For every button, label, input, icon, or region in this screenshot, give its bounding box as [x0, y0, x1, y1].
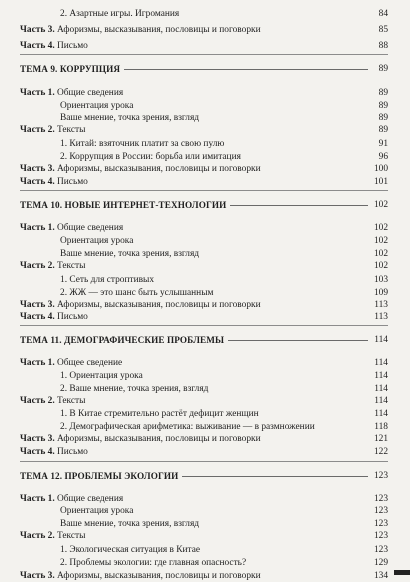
toc-entry-label — [20, 176, 88, 188]
toc-entry-row — [20, 40, 388, 52]
page-number: 123 — [373, 545, 388, 555]
toc-entry-row — [20, 287, 388, 299]
entry-title: Ваше мнение, точка зрения, взгляд — [60, 249, 200, 259]
page-number: 114 — [374, 396, 388, 406]
toc-entry-row — [20, 433, 388, 445]
toc-entry-label — [60, 544, 200, 556]
page-number: 118 — [374, 422, 388, 432]
toc-entry-row — [20, 505, 388, 517]
toc-entry-label — [20, 24, 261, 36]
heading-leader-line — [228, 340, 368, 341]
page-number: 114 — [374, 384, 388, 394]
entry-title: Афоризмы, высказывания, пословицы и поговорки — [57, 434, 261, 444]
page-number: 123 — [373, 471, 388, 481]
toc-entry-row — [20, 124, 388, 136]
heading-leader-line — [182, 476, 368, 477]
part-label: Часть 4. — [20, 447, 55, 457]
page-number: 101 — [373, 177, 388, 187]
toc-entry-row — [20, 421, 388, 433]
toc-entry-row — [20, 235, 388, 247]
toc-entry-row — [20, 408, 388, 420]
entry-title: Афоризмы, высказывания, пословицы и поговорки — [57, 25, 261, 35]
page-number: 129 — [373, 558, 388, 568]
section-divider — [20, 54, 388, 55]
page-number: 123 — [373, 506, 388, 516]
toc-entry-label — [20, 570, 261, 582]
toc-entry-row — [20, 446, 388, 458]
toc-entry-label — [20, 433, 261, 445]
part-label: Часть 3. — [20, 434, 55, 444]
toc-entry-label — [60, 235, 133, 247]
entry-title: 1. В Китае стремительно растёт дефицит женщин — [60, 409, 259, 419]
toc-entry-label — [20, 299, 261, 311]
toc-entry-row — [20, 112, 388, 124]
entry-title: Письмо — [57, 41, 88, 51]
toc-entry-label — [60, 287, 213, 299]
toc-entry-label — [60, 100, 133, 112]
toc-entry-label — [60, 8, 179, 20]
page-number: 113 — [374, 312, 388, 322]
entry-title: Письмо — [57, 447, 88, 457]
page-number: 102 — [373, 261, 388, 271]
page-number: 123 — [373, 494, 388, 504]
toc-entry-label — [20, 40, 88, 52]
entry-title: Тексты — [57, 531, 86, 541]
part-label: Часть 2. — [20, 125, 55, 135]
section-heading-title — [20, 63, 120, 75]
toc-entry-label — [60, 557, 246, 569]
page-number: 134 — [373, 571, 388, 581]
entry-title: 2. ЖЖ — это шанс быть услышанным — [60, 288, 214, 298]
entry-title: 2. Коррупция в России: борьба или имитация — [60, 152, 241, 162]
part-label: Часть 1. — [20, 494, 55, 504]
toc-entry-row — [20, 311, 388, 323]
entry-title: Общее сведение — [57, 358, 123, 368]
toc-entry-label — [20, 357, 122, 369]
toc-entry-row — [20, 370, 388, 382]
part-label: Часть 4. — [20, 312, 55, 322]
toc-entry-label — [60, 370, 143, 382]
page-number: 89 — [378, 125, 388, 135]
part-label: Часть 4. — [20, 177, 55, 187]
entry-title: 2. Ваше мнение, точка зрения, взгляд — [60, 384, 209, 394]
entry-title: Ориентация урока — [60, 236, 134, 246]
toc-entry-label — [20, 395, 85, 407]
section-heading-title — [20, 470, 178, 482]
section-divider — [20, 461, 388, 462]
toc-entry-row — [20, 274, 388, 286]
toc-entry-row — [20, 493, 388, 505]
section-divider — [20, 325, 388, 326]
page-number: 103 — [373, 275, 388, 285]
section-heading-text: ТЕМА 11. ДЕМОГРАФИЧЕСКИЕ ПРОБЛЕМЫ — [20, 335, 225, 345]
page-corner-mark — [394, 570, 410, 575]
toc-entry-row — [20, 138, 388, 150]
toc-entry-label — [60, 138, 224, 150]
toc-entry-row — [20, 530, 388, 542]
part-label: Часть 1. — [20, 88, 55, 98]
toc-entry-row — [20, 383, 388, 395]
toc-entry-label — [60, 383, 208, 395]
section-heading-text: ТЕМА 12. ПРОБЛЕМЫ ЭКОЛОГИИ — [20, 471, 179, 481]
entry-title: 1. Экологическая ситуация в Китае — [60, 545, 201, 555]
toc-entry-row — [20, 299, 388, 311]
page-number: 102 — [373, 249, 388, 259]
page-number: 85 — [378, 25, 388, 35]
entry-title: Афоризмы, высказывания, пословицы и поговорки — [57, 300, 261, 310]
page-number: 123 — [373, 519, 388, 529]
toc-entry-row — [20, 557, 388, 569]
toc-entry-row — [20, 222, 388, 234]
toc-entry-row — [20, 176, 388, 188]
part-label: Часть 3. — [20, 300, 55, 310]
toc-entry-label — [20, 446, 88, 458]
toc-entry-label — [20, 260, 85, 272]
part-label: Часть 3. — [20, 25, 55, 35]
entry-title: Письмо — [57, 312, 88, 322]
toc-entry-row — [20, 248, 388, 260]
page-number: 113 — [374, 300, 388, 310]
page-number: 100 — [373, 164, 388, 174]
page-number: 102 — [373, 223, 388, 233]
heading-leader-line — [230, 205, 368, 206]
entry-title: Тексты — [57, 396, 86, 406]
page-number: 114 — [374, 371, 388, 381]
entry-title: 2. Проблемы экологии: где главная опасность? — [60, 558, 247, 568]
page-number: 84 — [378, 9, 388, 19]
section-heading-title — [20, 199, 226, 211]
toc-entry-label — [20, 163, 261, 175]
part-label: Часть 1. — [20, 358, 55, 368]
part-label: Часть 2. — [20, 396, 55, 406]
toc-entry-row — [20, 357, 388, 369]
entry-title: 1. Ориентация урока — [60, 371, 143, 381]
entry-title: Ориентация урока — [60, 506, 134, 516]
toc-entry-label — [60, 408, 259, 420]
toc-entry-row — [20, 24, 388, 36]
toc-entry-label — [20, 87, 123, 99]
entry-title: Общие сведения — [57, 494, 124, 504]
entry-title: Письмо — [57, 177, 88, 187]
page-number: 91 — [378, 139, 388, 149]
toc-entry-row — [20, 87, 388, 99]
toc-entry-row — [20, 544, 388, 556]
page-number: 114 — [374, 335, 388, 345]
part-label: Часть 3. — [20, 164, 55, 174]
toc-entry-row — [20, 151, 388, 163]
page-number: 89 — [378, 113, 388, 123]
entry-title: Афоризмы, высказывания, пословицы и поговорки — [57, 571, 261, 581]
toc-entry-label — [60, 112, 199, 124]
entry-title: Ориентация урока — [60, 101, 134, 111]
section-divider — [20, 190, 388, 191]
toc-entry-label — [20, 530, 85, 542]
toc-entry-label — [60, 518, 199, 530]
page-number: 102 — [373, 236, 388, 246]
section-heading-text: ТЕМА 10. НОВЫЕ ИНТЕРНЕТ-ТЕХНОЛОГИИ — [20, 200, 227, 210]
toc-entry-label — [60, 421, 315, 433]
entry-title: 1. Сеть для строптивых — [60, 275, 155, 285]
toc-entry-row — [20, 260, 388, 272]
part-label: Часть 4. — [20, 41, 55, 51]
heading-leader-line — [124, 69, 368, 70]
section-heading-text: ТЕМА 9. КОРРУПЦИЯ — [20, 64, 121, 74]
part-label: Часть 3. — [20, 571, 55, 581]
toc-entry-label — [20, 311, 88, 323]
page-number: 89 — [378, 101, 388, 111]
entry-title: 2. Азартные игры. Игромания — [60, 9, 180, 19]
toc-entry-row — [20, 100, 388, 112]
toc-entry-label — [60, 248, 199, 260]
entry-title: Афоризмы, высказывания, пословицы и поговорки — [57, 164, 261, 174]
page-number: 114 — [374, 409, 388, 419]
section-heading-title — [20, 334, 224, 346]
entry-title: Тексты — [57, 125, 86, 135]
toc-entry-label — [20, 493, 123, 505]
toc-entry-row — [20, 518, 388, 530]
entry-title: 1. Китай: взяточник платит за свою пулю — [60, 139, 225, 149]
part-label: Часть 2. — [20, 261, 55, 271]
entry-title: Общие сведения — [57, 88, 124, 98]
page-number: 89 — [378, 64, 388, 74]
page-number: 96 — [378, 152, 388, 162]
part-label: Часть 2. — [20, 531, 55, 541]
toc-entry-row — [20, 163, 388, 175]
page-number: 122 — [373, 447, 388, 457]
toc-entry-label — [60, 505, 133, 517]
page-number: 121 — [373, 434, 388, 444]
entry-title: Ваше мнение, точка зрения, взгляд — [60, 113, 200, 123]
toc-entry-label — [20, 124, 85, 136]
toc-entry-row — [20, 395, 388, 407]
page-number: 102 — [373, 200, 388, 210]
toc-entry-label — [20, 222, 123, 234]
entry-title: Общие сведения — [57, 223, 124, 233]
toc-entry-label — [60, 151, 241, 163]
page-number: 88 — [378, 41, 388, 51]
toc-entry-label — [60, 274, 154, 286]
page-number: 109 — [373, 288, 388, 298]
entry-title: 2. Демографическая арифметика: выживание — в размножении — [60, 422, 315, 432]
entry-title: Ваше мнение, точка зрения, взгляд — [60, 519, 200, 529]
page-number: 123 — [373, 531, 388, 541]
page-number: 114 — [374, 358, 388, 368]
part-label: Часть 1. — [20, 223, 55, 233]
entry-title: Тексты — [57, 261, 86, 271]
toc-entry-row — [20, 570, 388, 582]
toc-entry-row — [20, 8, 388, 20]
page-number: 89 — [378, 88, 388, 98]
